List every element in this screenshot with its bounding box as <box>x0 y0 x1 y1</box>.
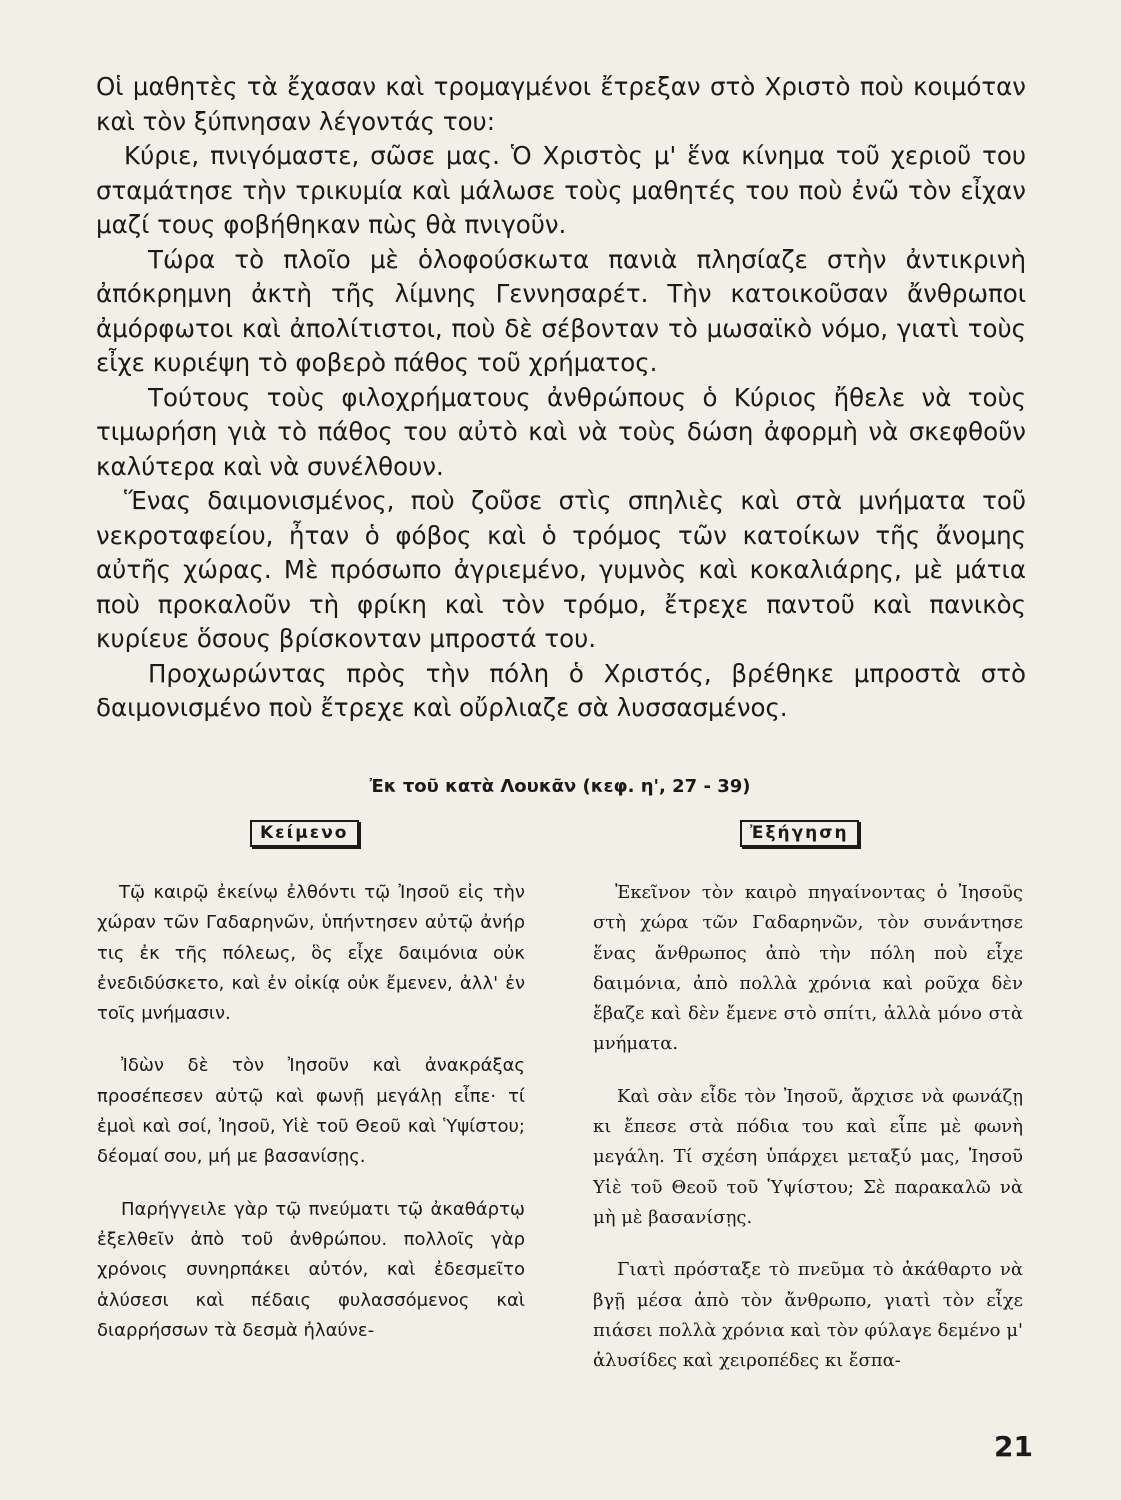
explanation-paragraph: Γιατὶ πρόσταξε τὸ πνεῦμα τὸ ἀκάθαρτο νὰ βγῇ μέσα ἀπὸ τὸν ἄνθρωπο, γιατὶ τὸν εἶχε πιάσει πολλὰ χρόνια καὶ τὸν φύλαγε δεμένο μ' ἁλυσίδες καὶ χειροπέδες κι ἔσπα- <box>593 1259 1023 1372</box>
main-paragraph: Κύριε, πνιγόμαστε, σῶσε μας. Ὁ Χριστὸς μ' ἕνα κίνημα τοῦ χεριοῦ του σταμάτησε τὴν τρικυμία καὶ μάλωσε τοὺς μαθητές του ποὺ ἐνῶ τὸν εἶχαν μαζί τους φοβήθηκαν πὼς θὰ πνιγοῦν. <box>96 141 1026 239</box>
main-text <box>96 70 1026 726</box>
original-text-paragraph: Παρήγγειλε γὰρ τῷ πνεύματι τῷ ἀκαθάρτῳ ἐξελθεῖν ἀπὸ τοῦ ἀνθρώπου. πολλοῖς γὰρ χρόνοις συνηρπάκει αὐτόν, καὶ ἐδεσμεῖτο ἁλύσεσι καὶ πέδαις φυλασσόμενος καὶ διαρρήσσων τὰ δεσμὰ ἠλαύνε- <box>97 1198 525 1341</box>
explanation-column <box>593 878 1023 1398</box>
main-paragraph: Τούτους τοὺς φιλοχρήματους ἀνθρώπους ὁ Κύριος ἤθελε νὰ τοὺς τιμωρήση γιὰ τὸ πάθος του αὐτὸ καὶ νὰ τοὺς δώση ἀφορμὴ νὰ σκεφθοῦν καλύτερα καὶ νὰ συνέλθουν. <box>96 382 1026 481</box>
explanation-paragraph: Καὶ σὰν εἶδε τὸν Ἰησοῦ, ἄρχισε νὰ φωνάζῃ κι ἔπεσε στὰ πόδια του καὶ εἶπε μὲ φωνὴ μεγάλη. Τί σχέση ὑπάρχει μεταξύ μας, Ἰησοῦ Υἱὲ τοῦ Θεοῦ τοῦ Ὑψίστου; Σὲ παρακαλῶ νὰ μὴ μὲ βασανίσῃς. <box>593 1085 1023 1228</box>
page-number: 21 <box>994 1430 1033 1463</box>
original-text-column <box>97 878 525 1368</box>
main-paragraph: Τώρα τὸ πλοῖο μὲ ὁλοφούσκωτα πανιὰ πλησίαζε στὴν ἀντικρινὴ ἀπόκρημνη ἀκτὴ τῆς λίμνης Γεννησαρέτ. Τὴν κατοικοῦσαν ἄνθρωποι ἀμόρφωτοι καὶ ἀπολίτιστοι, ποὺ δὲ σέβονταν τὸ μωσαϊκὸ νόμο, γιατὶ τοὺς εἶχε κυριέψη τὸ φοβερὸ πάθος τοῦ χρήματος. <box>96 244 1026 377</box>
explanation-paragraph: Ἐκεῖνον τὸν καιρὸ πηγαίνοντας ὁ Ἰησοῦς στὴ χώρα τῶν Γαδαρηνῶν, τὸν συνάντησε ἕνας ἄνθρωπος ἀπὸ τὴν πόλη ποὺ εἶχε δαιμόνια, ἀπὸ πολλὰ χρόνια καὶ ροῦχα δὲν ἔβαζε καὶ δὲν ἔμενε στὸ σπίτι, ἀλλὰ μόνο στὰ μνήματα. <box>593 882 1023 1055</box>
original-text-paragraph: Ἰδὼν δὲ τὸν Ἰησοῦν καὶ ἀνακράξας προσέπεσεν αὐτῷ καὶ φωνῇ μεγάλῃ εἶπε· τί ἐμοὶ καὶ σοί, Ἰησοῦ, Υἱὲ τοῦ Θεοῦ καὶ Ὑψίστου; δέομαί σου, μή με βασανίσῃς. <box>97 1055 525 1168</box>
main-paragraph: Ἕνας δαιμονισμένος, ποὺ ζοῦσε στὶς σπηλιὲς καὶ στὰ μνήματα τοῦ νεκροταφείου, ἦταν ὁ φόβος καὶ ὁ τρόμος τῶν κατοίκων τῆς ἄνομης αὐτῆς χώρας. Μὲ πρόσωπο ἀγριεμένο, γυμνὸς καὶ κοκαλιάρης, μὲ μάτια ποὺ προκαλοῦν τὴ φρίκη καὶ τὸν τρόμο, ἔτρεχε παντοῦ καὶ πανικὸς κυρίευε ὅσους βρίσκονταν μπροστά του. <box>96 486 1026 653</box>
text-label-tag: Κείμενο <box>250 820 359 847</box>
main-paragraph: Προχωρώντας πρὸς τὴν πόλη ὁ Χριστός, βρέθηκε μπροστὰ στὸ δαιμονισμένο ποὺ ἔτρεχε καὶ οὔρλιαζε σὰ λυσσασμένος. <box>96 658 1026 722</box>
main-paragraph: Οἱ μαθητὲς τὰ ἔχασαν καὶ τρομαγμένοι ἔτρεξαν στὸ Χριστὸ ποὺ κοιμόταν καὶ τὸν ξύπνησαν λέγοντάς του: <box>96 72 1026 136</box>
original-text-paragraph: Τῷ καιρῷ ἐκείνῳ ἐλθόντι τῷ Ἰησοῦ εἰς τὴν χώραν τῶν Γαδαρηνῶν, ὑπήντησεν αὐτῷ ἀνήρ τις ἐκ τῆς πόλεως, ὃς εἶχε δαιμόνια οὐκ ἐνεδιδύσκετο, καὶ ἐν οἰκίᾳ οὐκ ἔμενεν, ἀλλ' ἐν τοῖς μνήμασιν. <box>97 882 525 1025</box>
scripture-reference: Ἐκ τοῦ κατὰ Λουκᾶν (κεφ. η', 27 - 39) <box>369 776 751 797</box>
explanation-label-tag: Ἐξήγηση <box>740 820 859 847</box>
